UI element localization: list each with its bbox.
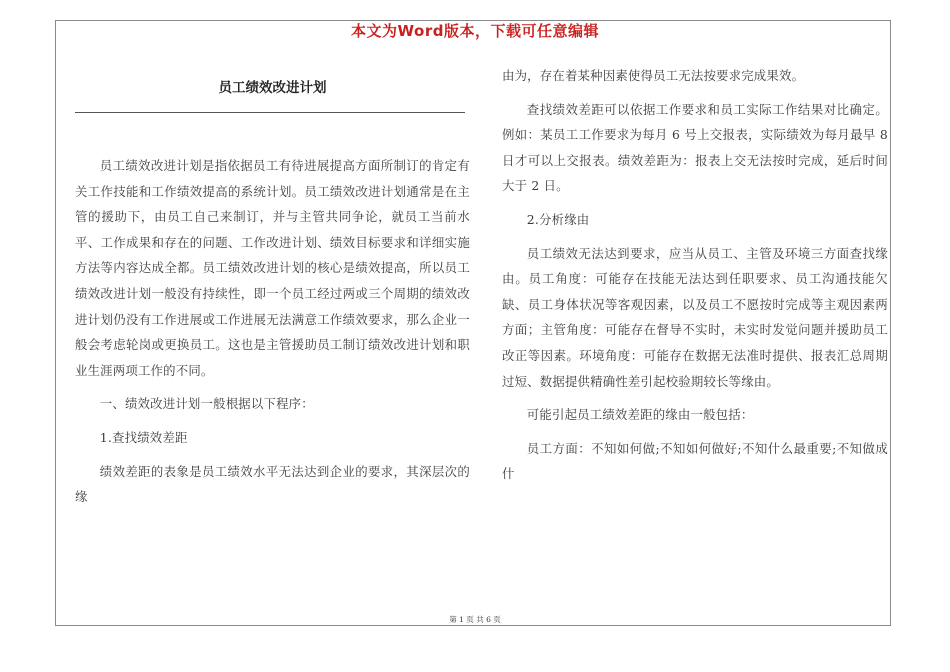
subheading-find-gap: 1.查找绩效差距: [99, 429, 188, 445]
gap-paragraph-end: 由为，存在着某种因素使得员工无法按要求完成果效。: [502, 68, 805, 83]
left-column: [75, 60, 470, 510]
gap-paragraph-start: 绩效差距的表象是员工绩效水平无法达到企业的要求，其深层次的缘: [75, 463, 470, 505]
right-column: [502, 60, 888, 487]
employee-causes: 员工方面：不知如何做;不知如何做好;不知什么最重要;不知做成什: [502, 440, 888, 482]
download-banner: 本文为Word版本，下载可任意编辑: [351, 22, 599, 40]
section-heading: 一、绩效改进计划一般根据以下程序：: [99, 396, 314, 412]
find-gap-paragraph: 查找绩效差距可以依据工作要求和员工实际工作结果对比确定。例如：某员工工作要求为每月 6 号上交报表，实际绩效为每月最早 8 日才可以上交报表。绩效差距为：报表上交无法按时完成，延后时间大于 2 日。: [502, 101, 888, 194]
causes-intro: 可能引起员工绩效差距的缘由一般包括：: [526, 407, 754, 423]
intro-paragraph: 员工绩效改进计划是指依据员工有待进展提高方面所制订的肯定有关工作技能和工作绩效提高的系统计划。员工绩效改进计划通常是在主管的援助下，由员工自己来制订，并与主管共同争论，就员工当前水平、工作成果和存在的问题、工作改进计划、绩效目标要求和详细实施方法等内容达成全都。员工绩效改进计划的核心是绩效提高，所以员工绩效改进计划一般没有持续性，即一个员工经过两或三个周期的绩效改进计划仍没有工作进展或工作进展无法满意工作绩效要求，那么企业一般会考虑轮岗或更换员工。这也是主管援助员工制订绩效改进计划和职业生涯两项工作的不同。: [75, 158, 470, 378]
title-rule: [75, 112, 465, 113]
page-number: 第 1 页 共 6 页: [449, 615, 501, 624]
subheading-analyze: 2.分析缘由: [526, 211, 590, 227]
document-title: 员工绩效改进计划: [218, 80, 327, 96]
analysis-paragraph: 员工绩效无法达到要求，应当从员工、主管及环境三方面查找缘由。员工角度：可能存在技能无法达到任职要求、员工沟通技能欠缺、员工身体状况等客观因素，以及员工不愿按时完成等主观因素两方面；主管角度：可能存在督导不实时，未实时发觉问题并援助员工改正等因素。环境角度：可能存在数据无法准时提供、报表汇总周期过短、数据提供精确性差引起校验期较长等缘由。: [502, 245, 888, 389]
